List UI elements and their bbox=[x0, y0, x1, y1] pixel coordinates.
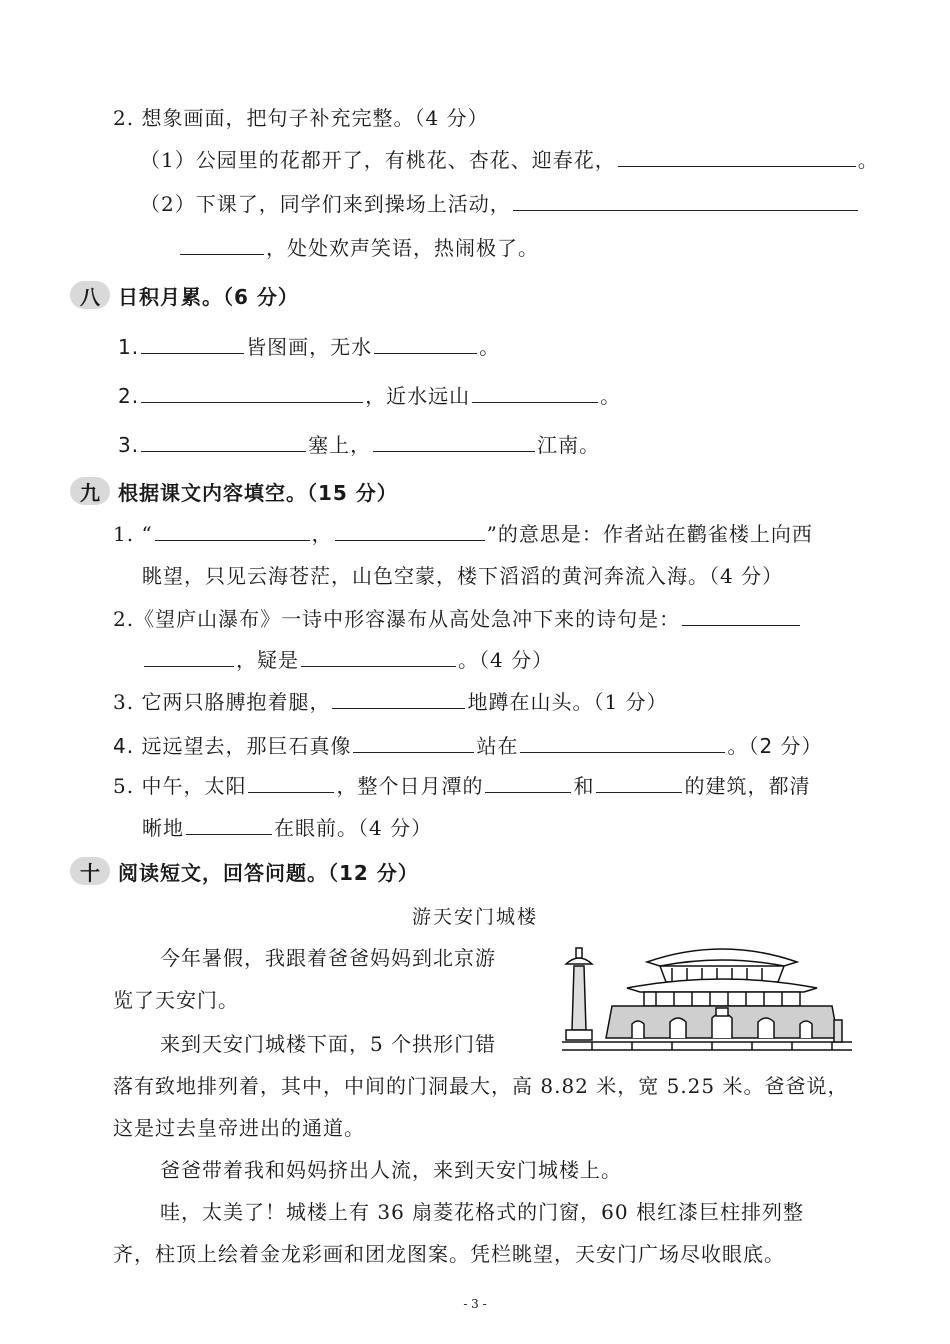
section-number-badge: 十 bbox=[70, 857, 110, 885]
section-number-badge: 八 bbox=[70, 281, 110, 309]
section-10-header bbox=[70, 854, 419, 888]
answer-blank[interactable] bbox=[155, 520, 310, 541]
section-number-badge: 九 bbox=[70, 477, 110, 505]
answer-blank[interactable] bbox=[248, 772, 334, 793]
answer-blank[interactable] bbox=[520, 732, 725, 753]
answer-blank[interactable] bbox=[141, 382, 363, 403]
sec8-line-3: 3. 塞上， 江南。 bbox=[118, 433, 601, 457]
q7-2-sentence-2: （2）下课了，同学们来到操场上活动， bbox=[140, 190, 860, 218]
answer-blank[interactable] bbox=[180, 234, 264, 255]
page-number: - 3 - bbox=[463, 1297, 487, 1311]
sec9-q4: 4. 远远望去，那巨石真像 站在 。（2 分） bbox=[113, 734, 823, 758]
story-paragraph-2: 来到天安门城楼下面，5 个拱形门错 bbox=[160, 1032, 497, 1056]
q7-2-sentence-2-cont: ，处处欢声笑语，热闹极了。 bbox=[178, 234, 539, 262]
answer-blank[interactable] bbox=[596, 772, 682, 793]
tiananmen-illustration bbox=[552, 930, 857, 1060]
q7-2-stem: 2. 想象画面，把句子补充完整。（4 分） bbox=[113, 106, 489, 130]
story-paragraph-4-cont: 齐，柱顶上绘着金龙彩画和团龙图案。凭栏眺望，天安门广场尽收眼底。 bbox=[113, 1242, 785, 1266]
answer-blank[interactable] bbox=[301, 646, 456, 667]
section-9-header bbox=[70, 474, 398, 508]
sec9-q1: 1. “ ， ”的意思是：作者站在鹳雀楼上向西 bbox=[113, 522, 813, 546]
answer-blank[interactable] bbox=[373, 431, 535, 452]
story-paragraph-1: 今年暑假，我跟着爸爸妈妈到北京游 bbox=[160, 946, 496, 970]
answer-blank[interactable] bbox=[374, 333, 477, 354]
story-paragraph-2-cont: 落有致地排列着，其中，中间的门洞最大，高 8.82 米，宽 5.25 米。爸爸说， bbox=[113, 1074, 849, 1098]
section-title: 阅读短文，回答问题。（12 分） bbox=[118, 860, 419, 885]
q7-2-sentence-1: （1）公园里的花都开了，有桃花、杏花、迎春花， 。 bbox=[140, 148, 879, 172]
section-8-header bbox=[70, 278, 299, 312]
answer-blank[interactable] bbox=[186, 814, 272, 835]
answer-blank[interactable] bbox=[335, 520, 485, 541]
tiananmen-drawing bbox=[552, 930, 857, 1060]
answer-blank[interactable] bbox=[141, 333, 244, 354]
story-paragraph-2-cont: 这是过去皇帝进出的通道。 bbox=[113, 1116, 365, 1140]
answer-blank[interactable] bbox=[618, 146, 856, 167]
story-paragraph-3: 爸爸带着我和妈妈挤出人流，来到天安门城楼上。 bbox=[160, 1158, 622, 1182]
answer-blank[interactable] bbox=[485, 772, 571, 793]
sec8-line-1: 1. 皆图画，无水 。 bbox=[118, 335, 501, 359]
section-title: 根据课文内容填空。（15 分） bbox=[118, 480, 398, 505]
sec9-q2: 2.《望庐山瀑布》一诗中形容瀑布从高处急冲下来的诗句是： bbox=[113, 605, 802, 633]
section-title: 日积月累。（6 分） bbox=[118, 284, 299, 309]
answer-blank[interactable] bbox=[332, 688, 465, 709]
sec9-q5-cont: 晰地 在眼前。（4 分） bbox=[142, 816, 433, 840]
answer-blank[interactable] bbox=[682, 605, 800, 626]
sec9-q2-cont: ，疑是 。（4 分） bbox=[142, 646, 553, 674]
story-paragraph-1-cont: 览了天安门。 bbox=[113, 988, 239, 1012]
story-paragraph-4: 哇，太美了！城楼上有 36 扇菱花格式的门窗，60 根红漆巨柱排列整 bbox=[160, 1200, 804, 1224]
answer-blank[interactable] bbox=[144, 646, 234, 667]
answer-blank[interactable] bbox=[141, 431, 306, 452]
answer-blank[interactable] bbox=[513, 190, 858, 211]
sec8-line-2: 2. ，近水远山 。 bbox=[118, 384, 622, 408]
answer-blank[interactable] bbox=[472, 382, 598, 403]
sec9-q1-cont: 眺望，只见云海苍茫，山色空蒙，楼下滔滔的黄河奔流入海。（4 分） bbox=[142, 564, 784, 588]
story-title: 游天安门城楼 bbox=[411, 906, 538, 928]
sec9-q5: 5. 中午，太阳 ，整个日月潭的 和 的建筑，都清 bbox=[113, 774, 811, 798]
sec9-q3: 3. 它两只胳膊抱着腿， 地蹲在山头。（1 分） bbox=[113, 690, 668, 714]
answer-blank[interactable] bbox=[353, 732, 474, 753]
